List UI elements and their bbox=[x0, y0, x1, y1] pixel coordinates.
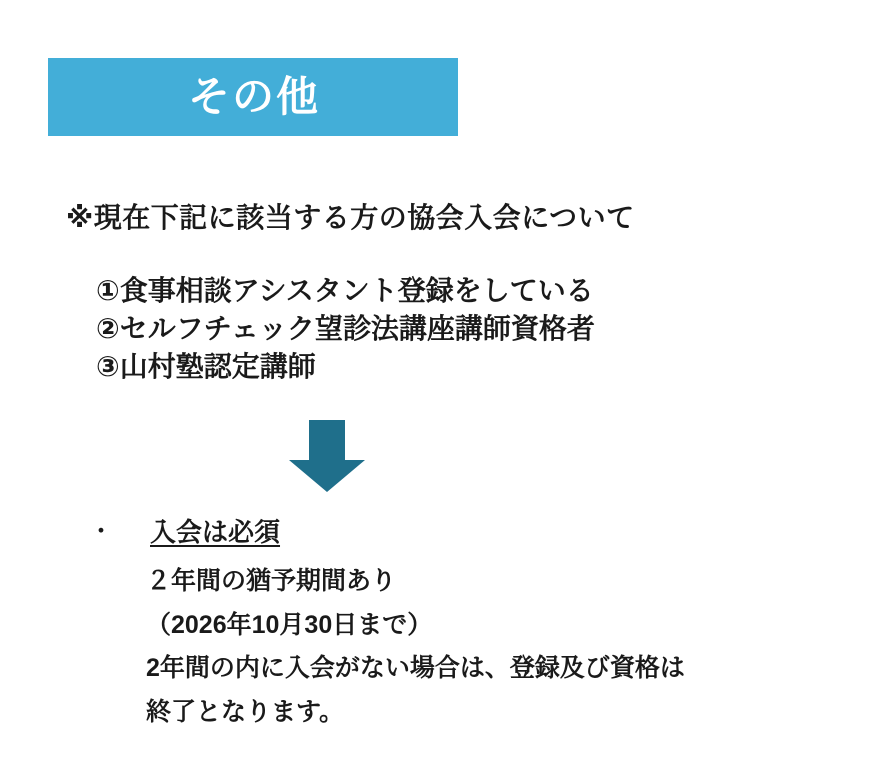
detail-line: 2年間の内に入会がない場合は、登録及び資格は bbox=[146, 654, 685, 682]
detail-line: 終了となります。 bbox=[146, 697, 345, 726]
detail-line: （2026年10月30日まで） bbox=[146, 610, 433, 639]
bullet-marker: ・ bbox=[88, 516, 115, 546]
detail-lines bbox=[146, 560, 828, 734]
numbered-list bbox=[96, 272, 595, 386]
lead-note: ※現在下記に該当する方の協会入会について bbox=[66, 202, 635, 233]
page-title: その他 bbox=[188, 73, 321, 120]
bullet-row bbox=[88, 512, 828, 554]
down-arrow-icon bbox=[282, 420, 372, 492]
detail-line: ２年間の猶予期間あり bbox=[146, 567, 397, 595]
list-item: ③山村塾認定講師 bbox=[96, 351, 316, 383]
list-item: ①食事相談アシスタント登録をしている bbox=[96, 275, 594, 306]
list-item: ②セルフチェック望診法講座講師資格者 bbox=[96, 313, 595, 345]
title-banner bbox=[48, 58, 458, 136]
bullet-headline: 入会は必須 bbox=[150, 517, 281, 547]
conclusion-block bbox=[88, 512, 828, 734]
